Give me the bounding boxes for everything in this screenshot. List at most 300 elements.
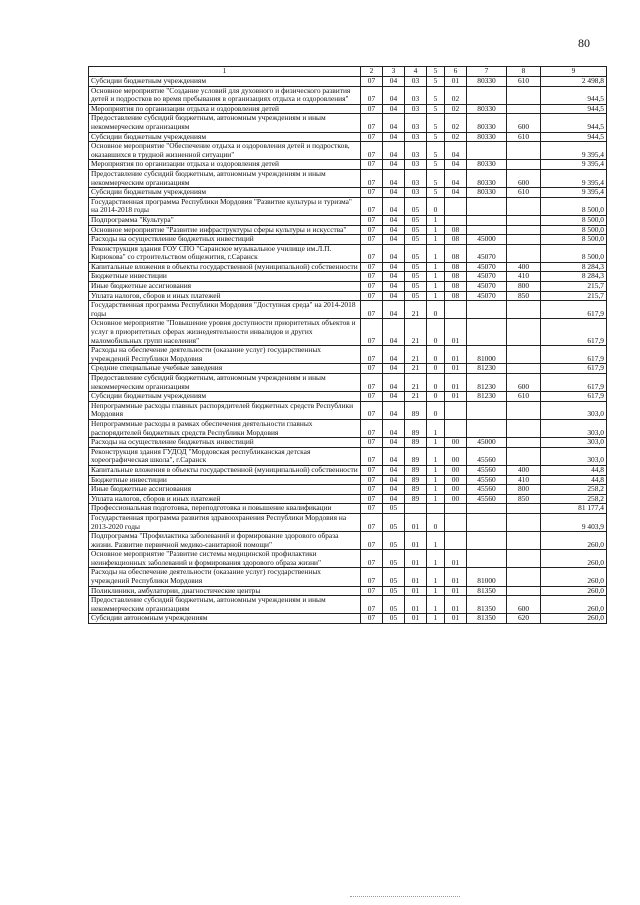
row-direction-cell: 81350 (467, 614, 507, 624)
row-program-cell: 03 (405, 104, 427, 114)
row-section-cell: 07 (361, 596, 383, 614)
row-amount-cell: 215,7 (541, 282, 607, 292)
row-name-cell: Субсидии бюджетным учреждениям (89, 132, 361, 142)
row-name-cell: Расходы на обеспечение деятельности (оказание услуг) государственных учреждений Республики Мордовия (89, 346, 361, 364)
row-direction-cell: 45070 (467, 244, 507, 262)
row-subsection-cell: 04 (383, 485, 405, 495)
row-program-cell: 21 (405, 301, 427, 319)
row-subsection-cell: 04 (383, 401, 405, 419)
row-section-cell: 07 (361, 272, 383, 282)
row-subsection-cell: 04 (383, 364, 405, 374)
row-event-cell: 08 (445, 282, 467, 292)
row-section-cell: 07 (361, 319, 383, 346)
row-expense-type-cell: 410 (507, 475, 541, 485)
row-expense-type-cell (507, 438, 541, 448)
table-row (89, 104, 607, 114)
row-program-cell: 05 (405, 262, 427, 272)
row-subprogram-cell: 1 (427, 438, 445, 448)
row-event-cell (445, 197, 467, 215)
row-direction-cell: 80330 (467, 114, 507, 132)
row-amount-cell: 8 500,0 (541, 215, 607, 225)
row-subprogram-cell: 0 (427, 301, 445, 319)
row-event-cell: 08 (445, 262, 467, 272)
row-program-cell: 05 (405, 225, 427, 235)
row-subsection-cell: 04 (383, 291, 405, 301)
row-name-cell: Государственная программа Республики Мордовия "Доступная среда" на 2014-2018 годы (89, 301, 361, 319)
row-direction-cell: 81000 (467, 568, 507, 586)
row-amount-cell: 9 395,4 (541, 169, 607, 187)
row-direction-cell (467, 319, 507, 346)
row-expense-type-cell (507, 104, 541, 114)
row-direction-cell (467, 532, 507, 550)
row-amount-cell: 617,9 (541, 374, 607, 392)
row-subprogram-cell: 1 (427, 475, 445, 485)
row-amount-cell: 9 395,4 (541, 188, 607, 198)
row-amount-cell: 303,0 (541, 438, 607, 448)
row-event-cell: 02 (445, 114, 467, 132)
row-section-cell: 07 (361, 494, 383, 504)
row-section-cell: 07 (361, 282, 383, 292)
row-section-cell: 07 (361, 419, 383, 437)
table-row (89, 114, 607, 132)
footer-divider (350, 896, 460, 899)
row-subprogram-cell: 0 (427, 197, 445, 215)
row-expense-type-cell (507, 215, 541, 225)
table-row (89, 513, 607, 531)
row-subsection-cell: 04 (383, 114, 405, 132)
table-row (89, 262, 607, 272)
row-subsection-cell: 04 (383, 104, 405, 114)
row-program-cell: 05 (405, 291, 427, 301)
row-name-cell: Бюджетные инвестиции (89, 272, 361, 282)
row-program-cell: 01 (405, 568, 427, 586)
row-subsection-cell: 04 (383, 215, 405, 225)
row-amount-cell: 260,0 (541, 614, 607, 624)
row-direction-cell (467, 513, 507, 531)
row-subprogram-cell: 1 (427, 550, 445, 568)
row-event-cell: 02 (445, 132, 467, 142)
column-header: 8 (507, 67, 541, 77)
row-expense-type-cell: 400 (507, 262, 541, 272)
row-subprogram-cell: 5 (427, 114, 445, 132)
row-event-cell (445, 401, 467, 419)
row-event-cell: 00 (445, 485, 467, 495)
row-program-cell (405, 504, 427, 514)
row-subprogram-cell: 1 (427, 465, 445, 475)
row-name-cell: Основное мероприятие "Повышение уровня доступности приоритетных объектов и услуг в приоритетных сферах жизнедеятельности инвалидов и других маломобильных групп населения" (89, 319, 361, 346)
row-expense-type-cell (507, 447, 541, 465)
column-header: 3 (383, 67, 405, 77)
row-section-cell: 07 (361, 301, 383, 319)
table-row (89, 392, 607, 402)
row-direction-cell: 45560 (467, 485, 507, 495)
row-direction-cell: 45070 (467, 272, 507, 282)
row-event-cell: 08 (445, 291, 467, 301)
column-header: 7 (467, 67, 507, 77)
row-expense-type-cell: 800 (507, 485, 541, 495)
row-section-cell: 07 (361, 169, 383, 187)
row-amount-cell: 260,0 (541, 568, 607, 586)
row-expense-type-cell: 600 (507, 596, 541, 614)
row-expense-type-cell (507, 225, 541, 235)
row-subsection-cell: 04 (383, 447, 405, 465)
row-direction-cell (467, 197, 507, 215)
row-expense-type-cell (507, 142, 541, 160)
row-expense-type-cell: 410 (507, 272, 541, 282)
table-row (89, 142, 607, 160)
row-event-cell: 01 (445, 614, 467, 624)
row-expense-type-cell (507, 346, 541, 364)
row-subsection-cell: 04 (383, 225, 405, 235)
row-direction-cell: 81350 (467, 586, 507, 596)
row-name-cell: Предоставление субсидий бюджетным, автономным учреждениям и иным некоммерческим организациям (89, 374, 361, 392)
row-event-cell: 01 (445, 346, 467, 364)
table-row (89, 568, 607, 586)
row-subsection-cell: 04 (383, 494, 405, 504)
row-subprogram-cell (427, 504, 445, 514)
row-subsection-cell: 04 (383, 197, 405, 215)
row-subsection-cell: 04 (383, 160, 405, 170)
row-event-cell: 00 (445, 465, 467, 475)
row-program-cell: 21 (405, 392, 427, 402)
row-name-cell: Капитальные вложения в объекты государственной (муниципальной) собственности (89, 262, 361, 272)
row-direction-cell (467, 225, 507, 235)
page-number: 80 (578, 36, 590, 50)
row-subprogram-cell: 5 (427, 104, 445, 114)
row-program-cell: 89 (405, 419, 427, 437)
row-subprogram-cell: 5 (427, 160, 445, 170)
row-amount-cell: 617,9 (541, 301, 607, 319)
row-program-cell: 89 (405, 475, 427, 485)
row-expense-type-cell (507, 586, 541, 596)
row-direction-cell: 80330 (467, 169, 507, 187)
row-section-cell: 07 (361, 215, 383, 225)
row-subsection-cell: 04 (383, 475, 405, 485)
row-section-cell: 07 (361, 401, 383, 419)
row-direction-cell (467, 215, 507, 225)
row-event-cell: 01 (445, 374, 467, 392)
row-name-cell: Подпрограмма "Культура" (89, 215, 361, 225)
row-amount-cell: 8 500,0 (541, 235, 607, 245)
row-event-cell (445, 215, 467, 225)
row-program-cell: 89 (405, 438, 427, 448)
row-expense-type-cell (507, 532, 541, 550)
table-row (89, 485, 607, 495)
column-header: 4 (405, 67, 427, 77)
row-subprogram-cell: 1 (427, 282, 445, 292)
row-section-cell: 07 (361, 244, 383, 262)
table-row (89, 301, 607, 319)
row-expense-type-cell (507, 86, 541, 104)
row-subprogram-cell: 1 (427, 596, 445, 614)
row-subsection-cell: 04 (383, 301, 405, 319)
row-program-cell: 01 (405, 596, 427, 614)
row-name-cell: Предоставление субсидий бюджетным, автономным учреждениям и иным некоммерческим организациям (89, 114, 361, 132)
row-name-cell: Профессиональная подготовка, переподготовка и повышение квалификации (89, 504, 361, 514)
row-section-cell: 07 (361, 235, 383, 245)
row-name-cell: Государственная программа Республики Мордовия "Развитие культуры и туризма" на 2014-2018 годы (89, 197, 361, 215)
row-section-cell: 07 (361, 197, 383, 215)
row-section-cell: 07 (361, 374, 383, 392)
table-row (89, 438, 607, 448)
row-amount-cell: 944,5 (541, 104, 607, 114)
row-name-cell: Расходы на обеспечение деятельности (оказание услуг) государственных учреждений Республики Мордовия (89, 568, 361, 586)
row-name-cell: Основное мероприятие "Развитие инфраструктуры сферы культуры и искусства" (89, 225, 361, 235)
row-expense-type-cell: 850 (507, 494, 541, 504)
row-program-cell: 89 (405, 494, 427, 504)
row-name-cell: Основное мероприятие "Развитие системы медицинской профилактики неинфекционных заболеваний и формирования здорового образа жизни" (89, 550, 361, 568)
table-row (89, 225, 607, 235)
row-program-cell: 01 (405, 550, 427, 568)
row-direction-cell: 45070 (467, 291, 507, 301)
row-subsection-cell: 04 (383, 142, 405, 160)
table-row (89, 447, 607, 465)
row-section-cell: 07 (361, 364, 383, 374)
row-section-cell: 07 (361, 438, 383, 448)
row-direction-cell: 45560 (467, 475, 507, 485)
row-name-cell: Субсидии бюджетным учреждениям (89, 77, 361, 87)
row-subsection-cell: 04 (383, 235, 405, 245)
row-subsection-cell: 04 (383, 374, 405, 392)
row-expense-type-cell: 850 (507, 291, 541, 301)
row-name-cell: Подпрограмма "Профилактика заболеваний и формирование здорового образа жизни. Развитие первичной медико-санитарной помощи" (89, 532, 361, 550)
row-event-cell (445, 301, 467, 319)
row-expense-type-cell (507, 401, 541, 419)
row-expense-type-cell (507, 364, 541, 374)
row-program-cell: 05 (405, 282, 427, 292)
row-program-cell: 01 (405, 513, 427, 531)
row-section-cell: 07 (361, 160, 383, 170)
row-event-cell: 04 (445, 160, 467, 170)
row-subprogram-cell: 0 (427, 346, 445, 364)
row-section-cell: 07 (361, 485, 383, 495)
row-subprogram-cell: 0 (427, 513, 445, 531)
row-program-cell: 05 (405, 244, 427, 262)
table-row (89, 244, 607, 262)
table-row (89, 291, 607, 301)
row-amount-cell: 8 500,0 (541, 244, 607, 262)
row-event-cell: 08 (445, 225, 467, 235)
row-amount-cell: 9 403,9 (541, 513, 607, 531)
row-event-cell: 08 (445, 244, 467, 262)
row-expense-type-cell: 400 (507, 465, 541, 475)
row-direction-cell: 80330 (467, 188, 507, 198)
row-section-cell: 07 (361, 291, 383, 301)
row-name-cell: Уплата налогов, сборов и иных платежей (89, 291, 361, 301)
row-event-cell: 04 (445, 188, 467, 198)
row-amount-cell: 2 498,8 (541, 77, 607, 87)
row-event-cell: 02 (445, 104, 467, 114)
row-subsection-cell: 04 (383, 132, 405, 142)
row-event-cell: 01 (445, 568, 467, 586)
row-event-cell: 08 (445, 235, 467, 245)
row-subprogram-cell: 5 (427, 169, 445, 187)
row-subprogram-cell: 0 (427, 392, 445, 402)
row-subsection-cell: 04 (383, 392, 405, 402)
row-section-cell: 07 (361, 532, 383, 550)
table-row (89, 197, 607, 215)
row-program-cell: 03 (405, 86, 427, 104)
row-subprogram-cell: 1 (427, 494, 445, 504)
row-subprogram-cell: 1 (427, 244, 445, 262)
row-expense-type-cell: 620 (507, 614, 541, 624)
row-subprogram-cell: 1 (427, 235, 445, 245)
row-subsection-cell: 04 (383, 262, 405, 272)
row-subprogram-cell: 1 (427, 568, 445, 586)
row-direction-cell: 45000 (467, 438, 507, 448)
row-program-cell: 05 (405, 272, 427, 282)
row-subprogram-cell: 5 (427, 188, 445, 198)
row-amount-cell: 617,9 (541, 346, 607, 364)
row-subsection-cell: 05 (383, 614, 405, 624)
column-header: 2 (361, 67, 383, 77)
row-section-cell: 07 (361, 614, 383, 624)
row-subprogram-cell: 1 (427, 485, 445, 495)
row-name-cell: Иные бюджетные ассигнования (89, 282, 361, 292)
row-amount-cell: 8 500,0 (541, 197, 607, 215)
row-expense-type-cell: 610 (507, 77, 541, 87)
row-name-cell: Реконструкция здания ГУДОД "Мордовская республиканская детская хореографическая школа", г.Саранск (89, 447, 361, 465)
row-event-cell (445, 513, 467, 531)
row-amount-cell: 260,0 (541, 550, 607, 568)
row-name-cell: Предоставление субсидий бюджетным, автономным учреждениям и иным некоммерческим организациям (89, 596, 361, 614)
row-program-cell: 05 (405, 197, 427, 215)
row-direction-cell: 80330 (467, 77, 507, 87)
row-direction-cell (467, 504, 507, 514)
table-row (89, 465, 607, 475)
budget-table (88, 66, 607, 624)
row-section-cell: 07 (361, 188, 383, 198)
row-subsection-cell: 04 (383, 438, 405, 448)
row-program-cell: 01 (405, 614, 427, 624)
row-section-cell: 07 (361, 513, 383, 531)
row-subsection-cell: 05 (383, 513, 405, 531)
row-name-cell: Мероприятия по организации отдыха и оздоровления детей (89, 160, 361, 170)
row-direction-cell (467, 86, 507, 104)
row-subsection-cell: 04 (383, 272, 405, 282)
row-name-cell: Реконструкция здания ГОУ СПО "Саранское музыкальное училище им.Л.П. Кирюкова" со строительством общежития, г.Саранск (89, 244, 361, 262)
row-section-cell: 07 (361, 114, 383, 132)
row-name-cell: Непрограммные расходы главных распорядителей бюджетных средств Республики Мордовия (89, 401, 361, 419)
table-row (89, 132, 607, 142)
row-direction-cell: 45560 (467, 494, 507, 504)
row-name-cell: Основное мероприятие "Обеспечение отдыха и оздоровления детей и подростков, оказавшихся в трудной жизненной ситуации" (89, 142, 361, 160)
row-name-cell: Субсидии автономным учреждениям (89, 614, 361, 624)
row-direction-cell: 80330 (467, 104, 507, 114)
row-event-cell (445, 532, 467, 550)
row-subprogram-cell: 1 (427, 215, 445, 225)
row-event-cell: 01 (445, 550, 467, 568)
row-name-cell: Основное мероприятие "Создание условий для духовного и физического развития детей и подростков во время пребывания в организациях отдыха и оздоровления" (89, 86, 361, 104)
row-amount-cell: 44,8 (541, 475, 607, 485)
row-section-cell: 07 (361, 262, 383, 272)
row-amount-cell: 260,0 (541, 532, 607, 550)
row-subprogram-cell: 1 (427, 225, 445, 235)
row-amount-cell: 944,5 (541, 132, 607, 142)
table-header-row (89, 67, 607, 77)
row-subprogram-cell: 1 (427, 262, 445, 272)
table-row (89, 586, 607, 596)
row-amount-cell: 303,0 (541, 401, 607, 419)
row-direction-cell: 45000 (467, 235, 507, 245)
row-event-cell: 04 (445, 169, 467, 187)
row-direction-cell (467, 550, 507, 568)
row-subprogram-cell: 5 (427, 142, 445, 160)
row-program-cell: 21 (405, 346, 427, 364)
table-row (89, 494, 607, 504)
row-expense-type-cell (507, 197, 541, 215)
row-expense-type-cell: 610 (507, 188, 541, 198)
row-event-cell: 01 (445, 319, 467, 346)
row-section-cell: 07 (361, 86, 383, 104)
row-section-cell: 07 (361, 346, 383, 364)
row-section-cell: 07 (361, 225, 383, 235)
row-expense-type-cell (507, 319, 541, 346)
row-direction-cell: 81230 (467, 392, 507, 402)
row-program-cell: 01 (405, 586, 427, 596)
row-subsection-cell: 04 (383, 346, 405, 364)
row-program-cell: 03 (405, 188, 427, 198)
row-subprogram-cell: 5 (427, 132, 445, 142)
row-direction-cell (467, 419, 507, 437)
row-amount-cell: 258,2 (541, 494, 607, 504)
table-row (89, 215, 607, 225)
row-event-cell: 00 (445, 447, 467, 465)
row-section-cell: 07 (361, 465, 383, 475)
row-name-cell: Капитальные вложения в объекты государственной (муниципальной) собственности (89, 465, 361, 475)
row-direction-cell: 81230 (467, 364, 507, 374)
row-subprogram-cell: 1 (427, 272, 445, 282)
row-expense-type-cell (507, 568, 541, 586)
row-subsection-cell: 04 (383, 319, 405, 346)
row-expense-type-cell: 600 (507, 374, 541, 392)
table-row (89, 596, 607, 614)
row-subprogram-cell: 1 (427, 586, 445, 596)
row-name-cell: Уплата налогов, сборов и иных платежей (89, 494, 361, 504)
row-name-cell: Предоставление субсидий бюджетным, автономным учреждениям и иным некоммерческим организациям (89, 169, 361, 187)
row-section-cell: 07 (361, 77, 383, 87)
row-amount-cell: 260,0 (541, 586, 607, 596)
row-program-cell: 89 (405, 485, 427, 495)
row-subprogram-cell: 1 (427, 614, 445, 624)
row-event-cell: 08 (445, 272, 467, 282)
row-amount-cell: 9 395,4 (541, 142, 607, 160)
row-event-cell (445, 504, 467, 514)
row-program-cell: 89 (405, 401, 427, 419)
row-amount-cell: 617,9 (541, 319, 607, 346)
row-program-cell: 03 (405, 132, 427, 142)
row-event-cell: 01 (445, 77, 467, 87)
row-direction-cell (467, 401, 507, 419)
row-amount-cell: 944,5 (541, 114, 607, 132)
row-direction-cell: 81350 (467, 596, 507, 614)
table-row (89, 235, 607, 245)
row-subsection-cell: 04 (383, 169, 405, 187)
table-row (89, 532, 607, 550)
row-name-cell: Субсидии бюджетным учреждениям (89, 188, 361, 198)
row-program-cell: 21 (405, 364, 427, 374)
row-subsection-cell: 04 (383, 465, 405, 475)
row-event-cell: 01 (445, 392, 467, 402)
row-direction-cell: 45560 (467, 447, 507, 465)
row-direction-cell: 45070 (467, 282, 507, 292)
table-row (89, 272, 607, 282)
row-section-cell: 07 (361, 447, 383, 465)
row-event-cell: 01 (445, 364, 467, 374)
row-event-cell (445, 419, 467, 437)
row-name-cell: Бюджетные инвестиции (89, 475, 361, 485)
column-header: 9 (541, 67, 607, 77)
